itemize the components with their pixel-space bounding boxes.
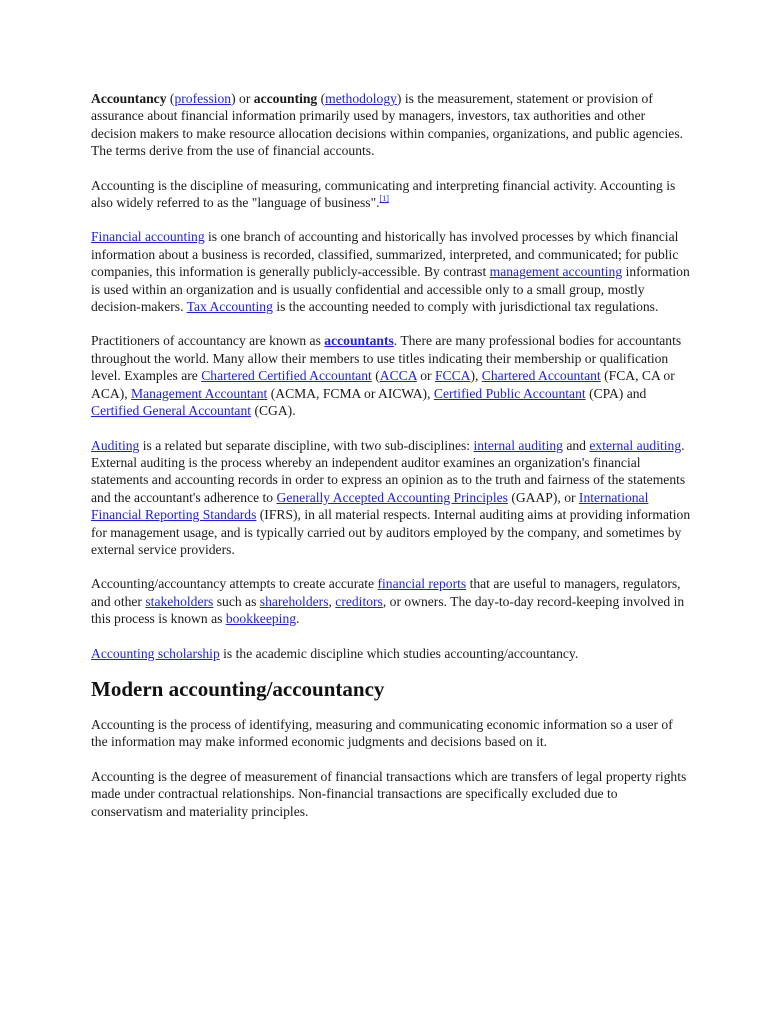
link-management-accounting[interactable]: management accounting	[489, 264, 623, 280]
paragraph-practitioners: Practitioners of accountancy are known as accountants. There are many professional bodies for accountants throughout the world. Many allow their members to use titles indicating their membership or qualification level. Examples are Chartered Certified Accountant (ACCA or FCCA), Chartered Accountant (FCA, CA or ACA), Management Accountant (ACMA, FCMA or AICWA), Certified Public Accountant (CPA) and Certified General Accountant (CGA).	[91, 333, 682, 419]
paragraph-financial-accounting	[91, 228, 691, 315]
term-accounting: accounting	[253, 91, 318, 106]
auditing-text-4: (IFRS), in all material respects. Internal auditing aims at providing information for management usage, and is typically carried out by auditors employed by the company, and sometimes by external service providers.	[91, 507, 691, 557]
auditing-text-2: . External auditing is the process whereby an independent auditor examines an organization's financial statements and accounting records in order to express an opinion as to the truth and fairness of the statements and the accountant's adherence to	[91, 437, 686, 505]
financial-text-1: is one branch of accounting and historically has involved processes by which financial information about a business is recorded, classified, summarized, interpreted, and communicated; for public companies, this information is generally publicly-accessible. By contrast	[91, 229, 679, 280]
intro-text: is the measurement, statement or provision of assurance about financial information primarily used by managers, investors, tax authorities and other decision makers to make resource allocation decisions within companies, organizations, and public agencies. The terms derive from the use of financial accounts.	[91, 91, 684, 159]
link-gaap[interactable]: Generally Accepted Accounting Principles	[276, 489, 508, 505]
link-financial-reports[interactable]: financial reports	[377, 576, 467, 592]
link-tax-accounting[interactable]: Tax Accounting	[186, 299, 273, 315]
modern-text-1: Accounting is the process of identifying, measuring and communicating economic information so a user of the information may make informed economic judgments and decisions based on it.	[91, 716, 673, 750]
link-chartered-certified-accountant[interactable]: Chartered Certified Accountant	[201, 368, 372, 384]
link-auditing[interactable]: Auditing	[91, 437, 140, 453]
practitioners-text-3: (FCA, CA or ACA),	[91, 368, 675, 401]
link-bookkeeping[interactable]: bookkeeping	[225, 611, 297, 627]
link-chartered-accountant[interactable]: Chartered Accountant	[481, 368, 601, 384]
financial-text-3: is the accounting needed to comply with jurisdictional tax regulations.	[276, 299, 659, 315]
link-stakeholders[interactable]: stakeholders	[145, 593, 214, 609]
reports-text-3: , or owners. The day-to-day record-keeping involved in this process is known as	[91, 593, 685, 627]
text-period: .	[296, 611, 300, 627]
discipline-text: Accounting is the discipline of measuring, communicating and interpreting financial activity. Accounting is also widely referred to as the "language of business".	[91, 177, 676, 211]
link-certified-public-accountant[interactable]: Certified Public Accountant	[433, 385, 586, 401]
link-financial-accounting[interactable]: Financial accounting	[91, 229, 205, 245]
paragraph-auditing	[91, 437, 691, 559]
link-creditors[interactable]: creditors	[335, 593, 383, 609]
practitioners-text-4: (ACMA, FCMA or AICWA),	[270, 385, 431, 401]
section-heading: Modern accounting/accountancy	[91, 676, 385, 701]
link-accounting-scholarship[interactable]: Accounting scholarship	[91, 645, 220, 661]
reference-link[interactable]: [1]	[379, 194, 389, 204]
link-profession[interactable]: profession	[174, 91, 232, 106]
text-or: or	[239, 91, 251, 106]
link-shareholders[interactable]: shareholders	[259, 593, 329, 609]
link-certified-general-accountant[interactable]: Certified General Accountant	[91, 403, 252, 419]
paragraph-reports: Accounting/accountancy attempts to create accurate financial reports that are useful to managers, regulators, and other stakeholders such as shareholders, creditors, or owners. The day-to-day record-keeping involved in this process is known as bookkeeping.	[91, 576, 685, 627]
reports-text-2: that are useful to managers, regulators, and other	[91, 576, 681, 609]
scholarship-text: is the academic discipline which studies accounting/accountancy.	[223, 645, 579, 661]
link-methodology[interactable]: methodology	[325, 91, 397, 106]
text-or-2: or	[420, 368, 432, 384]
link-ifrs[interactable]: International Financial Reporting Standards	[91, 489, 649, 523]
link-acca[interactable]: ACCA	[379, 368, 417, 384]
paragraph-modern-1	[91, 716, 691, 751]
practitioners-text-2: . There are many professional bodies for accountants throughout the world. Many allow their members to use titles indicating their membership or qualification level. Examples are	[91, 333, 682, 384]
practitioners-text-6: (CGA).	[254, 403, 296, 419]
modern-text-2: Accounting is the degree of measurement of financial transactions which are transfers of legal property rights made under contractual relationships. Non-financial transactions are specifically excluded due to conservatism and materiality principles.	[91, 768, 687, 819]
practitioners-text-5: (CPA) and	[589, 385, 647, 401]
article-body	[91, 90, 691, 837]
reports-text-1: Accounting/accountancy attempts to create accurate	[91, 576, 375, 592]
link-fcca[interactable]: FCCA	[434, 368, 471, 384]
link-management-accountant[interactable]: Management Accountant	[131, 385, 268, 401]
link-external-auditing[interactable]: external auditing	[589, 437, 682, 453]
financial-text-2: information is used within an organization and is usually confidential and accessible only to a small group, mostly decision-makers.	[91, 264, 690, 315]
link-accountants[interactable]: accountants	[324, 333, 394, 349]
paragraph-discipline	[91, 177, 691, 212]
auditing-text-1: is a related but separate discipline, with two sub-disciplines:	[142, 437, 471, 453]
link-internal-auditing[interactable]: internal auditing	[473, 437, 563, 453]
paragraph-intro: Accountancy (profession) or accounting (methodology) is the measurement, statement or provision of assurance about financial information primarily used by managers, investors, tax authorities and other decision makers to make resource allocation decisions within companies, organizations, and public agencies. The terms derive from the use of financial accounts.	[91, 91, 684, 159]
term-accountancy: Accountancy	[91, 91, 167, 106]
paragraph-modern-2	[91, 768, 691, 820]
auditing-text-3: (GAAP), or	[511, 489, 576, 505]
text-such-as: such as	[216, 593, 257, 609]
text-and: and	[566, 437, 586, 453]
practitioners-text-1: Practitioners of accountancy are known as	[91, 333, 321, 349]
paragraph-scholarship	[91, 645, 691, 662]
